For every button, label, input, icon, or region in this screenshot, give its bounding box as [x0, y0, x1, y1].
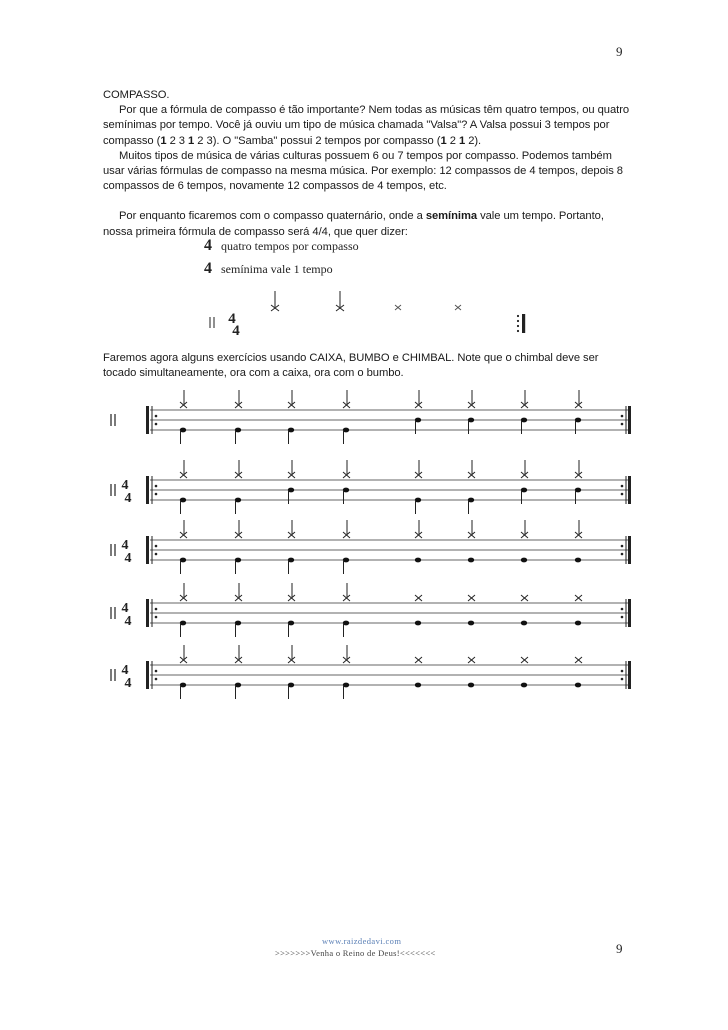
exercise-intro: Faremos agora alguns exercícios usando CAIXA, BUMBO e CHIMBAL. Note que o chimbal deve ser tocado simultaneamente, ora com a caixa, ora com o bumbo. — [103, 352, 599, 380]
barline-start — [210, 317, 214, 328]
svg-text:4: 4 — [232, 323, 240, 337]
time-signature-example — [200, 285, 540, 337]
drum-system — [111, 583, 631, 637]
footer-slogan: >>>>>>>Venha o Reino de Deus!<<<<<<< — [275, 948, 436, 958]
svg-text:4: 4 — [121, 663, 129, 678]
svg-text:4: 4 — [228, 311, 236, 327]
barline-end-repeat — [517, 314, 525, 333]
time-signature-glyph — [228, 311, 240, 337]
svg-text:4: 4 — [124, 614, 132, 629]
page-number-bottom: 9 — [616, 941, 623, 956]
hihat-rest — [395, 305, 401, 310]
hihat-rest — [455, 305, 461, 310]
hihat-note — [336, 291, 344, 311]
paragraph-2: Muitos tipos de música de várias culturas possuem 6 ou 7 tempos por compasso. Podemos também usar várias fórmulas de compasso na mesma música. Por exemplo: 12 compassos de 4 tempos, depois 8 compassos de 6 tempos, novamente 12 compassos de 4 tempos, etc. — [103, 149, 623, 193]
svg-text:4: 4 — [121, 478, 129, 493]
drum-exercises — [0, 385, 728, 735]
paragraph-1: Por que a fórmula de compasso é tão importante? Nem todas as músicas têm quatro tempos, ou quatro semínimas por tempo. Você já ouviu um tipo de música chamada "Valsa"? A Valsa possui 3 tempos por compasso (1 2 3 1 2 3). O "Samba" possui 2 tempos por compasso (1 2 1 2). — [103, 104, 630, 147]
svg-text:4: 4 — [124, 676, 132, 691]
drum-system — [111, 520, 631, 574]
page-number-top: 9 — [616, 44, 623, 59]
section-heading: COMPASSO. — [103, 89, 170, 101]
footer-site-link[interactable]: www.raizdedavi.com — [322, 936, 402, 946]
legend-bottom-row: 4 semínima vale 1 tempo — [204, 260, 333, 277]
drum-system — [111, 645, 631, 699]
drum-system — [111, 390, 631, 444]
svg-text:4: 4 — [121, 601, 129, 616]
legend-top-row: 4 quatro tempos por compasso — [204, 237, 359, 254]
hihat-note — [271, 291, 279, 311]
intro-text-block — [103, 88, 633, 240]
svg-text:4: 4 — [124, 491, 132, 506]
paragraph-3: Por enquanto ficaremos com o compasso quaternário, onde a semínima vale um tempo. Portanto, nossa primeira fórmula de compasso será 4/4, que quer dizer: — [103, 210, 604, 238]
drum-system — [111, 460, 631, 514]
svg-text:4: 4 — [124, 551, 132, 566]
svg-text:4: 4 — [121, 538, 129, 553]
